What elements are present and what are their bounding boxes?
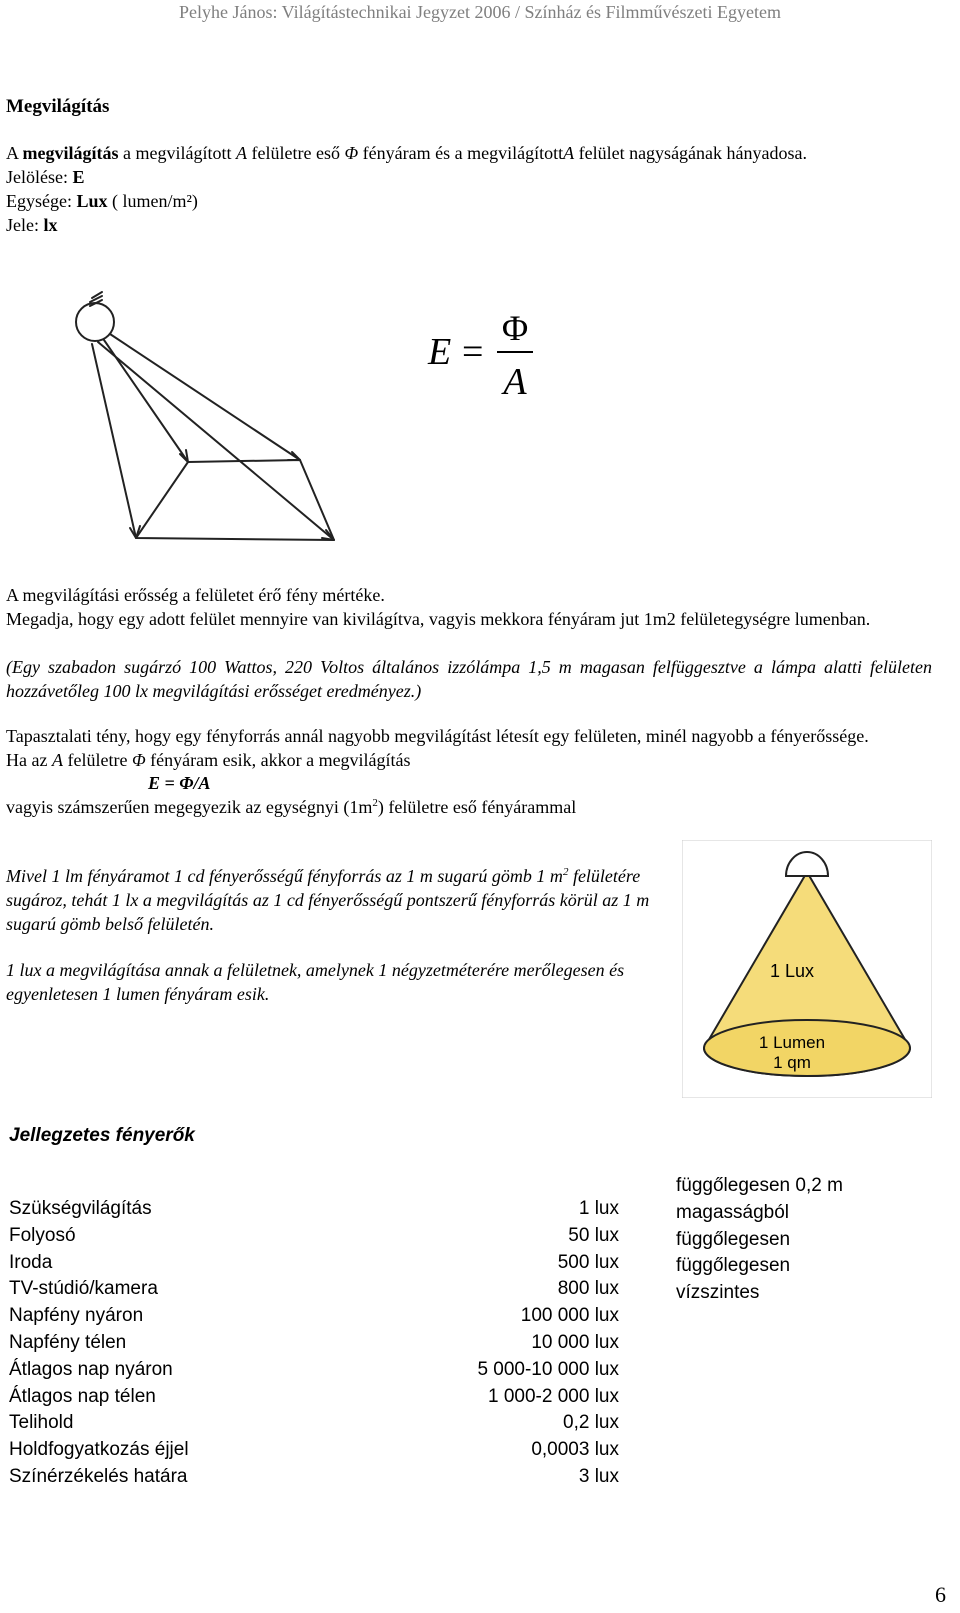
paragraph-1 — [6, 583, 932, 631]
row-value: 50 lux — [568, 1224, 619, 1246]
fraction-bar — [497, 351, 533, 353]
bulb-icon — [76, 303, 114, 341]
table-note: függőlegesen 0,2 m — [676, 1175, 843, 1196]
para1-line: A megvilágítási erősség a felületet érő fény mértéke. — [6, 585, 385, 605]
lit-surface — [136, 460, 334, 540]
notation-line: Jelölése: E — [6, 167, 85, 187]
luminance-table — [9, 1196, 659, 1491]
unit-line: Egysége: Lux ( lumen/m²) — [6, 191, 198, 211]
formula-inline: E = Φ/A — [148, 773, 211, 793]
row-name: Átlagos nap télen — [9, 1385, 156, 1407]
lux-cone-illustration — [682, 840, 932, 1098]
paragraph-2-end: vagyis számszerűen megegyezik az egységnyi $(1m^2)$ felületre eső fényárammal — [6, 797, 577, 817]
lamp-illustration — [64, 262, 364, 552]
def-symbol: A — [563, 143, 575, 163]
para1-line: Megadja, hogy egy adott felület mennyire van kivilágítva, vagyis mekkora fényáram jut 1m2 felületegységre lumenban. — [6, 609, 871, 629]
def-text: fényáram és a megvilágított — [362, 143, 564, 163]
table-note: vízszintes — [676, 1282, 760, 1304]
table-row — [9, 1196, 659, 1223]
formula-equals: = — [462, 331, 484, 373]
row-value: 0,0003 lux — [531, 1439, 619, 1461]
row-name: Napfény nyáron — [9, 1305, 144, 1327]
table-row — [9, 1437, 659, 1464]
formula-lhs: E — [428, 331, 452, 373]
table-row — [9, 1384, 659, 1411]
row-value: 1 000-2 000 lux — [488, 1385, 619, 1407]
row-value: 3 lux — [578, 1465, 619, 1487]
def-text: felület nagyságának hányadosa. — [578, 143, 808, 163]
table-row — [9, 1276, 659, 1303]
example-note: (Egy szabadon sugárzó 100 Wattos, 220 Voltos általános izzólámpa 1,5 m magasan felfüggesztve a lámpa alatti felületen hozzávetőleg 100 lx megvilágítási erősséget eredményez.) — [6, 657, 932, 701]
formula-numerator: Φ — [501, 308, 529, 348]
formula-denominator: A — [503, 361, 527, 403]
section-title: Megvilágítás — [6, 96, 110, 117]
italic-block-1: Mivel 1 lm fényáramot 1 cd fényerősségű fényforrás az 1 m sugarú gömb 1 $m^2$ felületére sugároz, tehát 1 lx a megvilágítás az 1 cd fényerősségű pontszerű fényforrás körül az 1 m sugarú gömb belső felületén. — [6, 866, 650, 934]
table-row — [9, 1410, 659, 1437]
def-text: a megvilágított — [123, 143, 232, 163]
def-text: felületre eső — [251, 143, 340, 163]
definition-block — [6, 141, 946, 237]
page-number: 6 — [935, 1582, 946, 1607]
symbol-line: Jele: lx — [6, 215, 58, 235]
definition-line — [6, 141, 946, 165]
table-row — [9, 1330, 659, 1357]
row-name: TV-stúdió/kamera — [9, 1278, 158, 1300]
row-value: 0,2 lux — [563, 1412, 619, 1434]
light-ray — [110, 334, 300, 460]
light-ray — [92, 344, 136, 538]
row-value: 500 lux — [557, 1251, 619, 1273]
table-row — [9, 1250, 659, 1277]
row-name: Holdfogyatkozás éjjel — [9, 1439, 189, 1461]
table-row — [9, 1464, 659, 1491]
row-name: Szükségvilágítás — [9, 1198, 152, 1219]
row-value: 100 000 lux — [520, 1305, 619, 1327]
table-notes — [676, 1173, 936, 1307]
row-name: Folyosó — [9, 1224, 76, 1246]
row-name: Iroda — [9, 1251, 53, 1273]
page-header: Pelyhe János: Világítástechnikai Jegyzet 2006 / Színház és Filmművészeti Egyetem — [179, 2, 781, 22]
table-note: magasságból — [676, 1201, 790, 1223]
def-text: A — [6, 143, 19, 163]
table-row — [9, 1223, 659, 1250]
row-value: 5 000-10 000 lux — [477, 1358, 619, 1380]
table-row — [9, 1357, 659, 1384]
row-value: 800 lux — [557, 1278, 619, 1300]
cone-label-bottom-1: 1 Lumen — [758, 1033, 826, 1052]
table-note: függőlegesen — [676, 1228, 791, 1250]
row-name: Telihold — [9, 1412, 74, 1434]
row-name: Napfény télen — [9, 1331, 127, 1353]
def-symbol: Φ — [344, 143, 359, 163]
row-name: Átlagos nap nyáron — [9, 1358, 173, 1380]
table-note: függőlegesen — [676, 1255, 791, 1277]
def-term: megvilágítás — [22, 143, 119, 163]
paragraph-2: Tapasztalati tény, hogy egy fényforrás annál nagyobb megvilágítást létesít egy felületen, minél nagyobb a fényerőssége. Ha az A felületre Φ fényáram esik, akkor a megvilágítás — [6, 726, 869, 770]
cone-label-top: 1 Lux — [769, 961, 815, 981]
def-symbol: A — [236, 143, 247, 163]
light-ray — [98, 342, 334, 540]
table-row — [9, 1303, 659, 1330]
italic-block-2: 1 lux a megvilágítása annak a felületnek, amelynek 1 négyzetméterére merőlegesen és egyenletesen 1 lumen fényáram esik. — [6, 960, 625, 1004]
cone-label-bottom-2: 1 qm — [773, 1053, 811, 1072]
row-value: 10 000 lux — [531, 1331, 619, 1353]
table-title: Jellegzetes fényerők — [9, 1125, 195, 1146]
row-name: Színérzékelés határa — [9, 1465, 188, 1487]
row-value: 1 lux — [578, 1198, 619, 1219]
